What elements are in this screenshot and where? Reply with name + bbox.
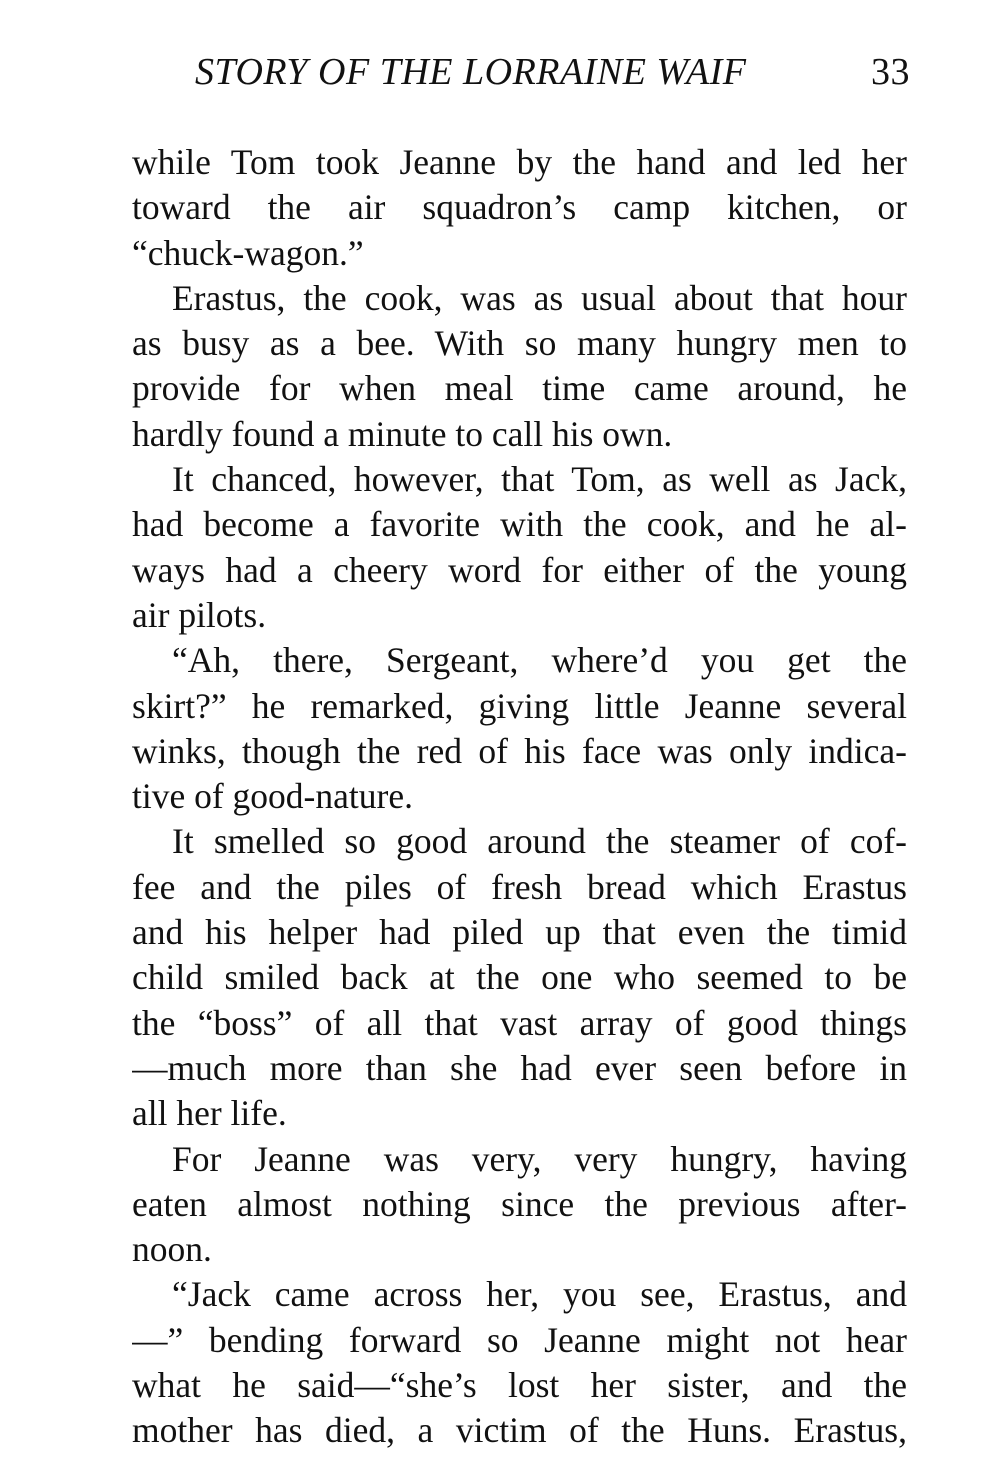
paragraph-7	[132, 1272, 907, 1453]
text-line: had become a favorite with the cook, and he al-	[132, 504, 907, 545]
text-line: ways had a cheery word for either of the young	[132, 549, 907, 590]
text-line: Erastus, the cook, was as usual about that hour	[172, 277, 907, 318]
text-line: “Jack came across her, you see, Erastus, and	[172, 1274, 907, 1315]
paragraph-1	[132, 140, 907, 276]
text-line: air pilots.	[132, 594, 267, 635]
text-line: child smiled back at the one who seemed to be	[132, 957, 907, 998]
running-header	[195, 42, 910, 102]
text-line: winks, though the red of his face was only indica-	[132, 730, 907, 771]
text-line: mother has died, a victim of the Huns. Erastus,	[132, 1410, 907, 1451]
text-line: provide for when meal time came around, he	[132, 368, 907, 409]
text-line: while Tom took Jeanne by the hand and led her	[132, 142, 907, 182]
paragraph-2	[132, 276, 907, 457]
text-line: the “boss” of all that vast array of good things	[132, 1002, 907, 1043]
text-line: “Ah, there, Sergeant, where’d you get the	[172, 640, 907, 681]
text-line: what he said—“she’s lost her sister, and the	[132, 1365, 907, 1406]
text-line: tive of good-nature.	[132, 776, 413, 817]
text-line: —” bending forward so Jeanne might not hear	[132, 1319, 907, 1360]
text-line: and his helper had piled up that even the timid	[132, 912, 907, 953]
running-title: STORY OF THE LORRAINE WAIF	[195, 51, 747, 93]
text-line: fee and the piles of fresh bread which Erastus	[132, 866, 907, 907]
text-line: eaten almost nothing since the previous after-	[132, 1183, 907, 1224]
text-line: “chuck-wagon.”	[132, 232, 364, 273]
body-text	[132, 140, 907, 1454]
text-line: all her life.	[132, 1093, 287, 1134]
text-line: as busy as a bee. With so many hungry men to	[132, 323, 907, 364]
text-line: noon.	[132, 1229, 212, 1270]
text-line: It smelled so good around the steamer of cof-	[172, 821, 907, 862]
text-line: It chanced, however, that Tom, as well as Jack,	[172, 459, 907, 500]
text-line: —much more than she had ever seen before in	[132, 1047, 907, 1088]
text-line: For Jeanne was very, very hungry, having	[172, 1138, 907, 1179]
text-line: skirt?” he remarked, giving little Jeanne several	[132, 685, 907, 726]
page-number: 33	[871, 51, 910, 93]
paragraph-5	[132, 819, 907, 1136]
text-line: toward the air squadron’s camp kitchen, or	[132, 187, 907, 228]
paragraph-6	[132, 1137, 907, 1273]
paragraph-4	[132, 638, 907, 819]
paragraph-3	[132, 457, 907, 638]
text-line: hardly found a minute to call his own.	[132, 413, 673, 454]
